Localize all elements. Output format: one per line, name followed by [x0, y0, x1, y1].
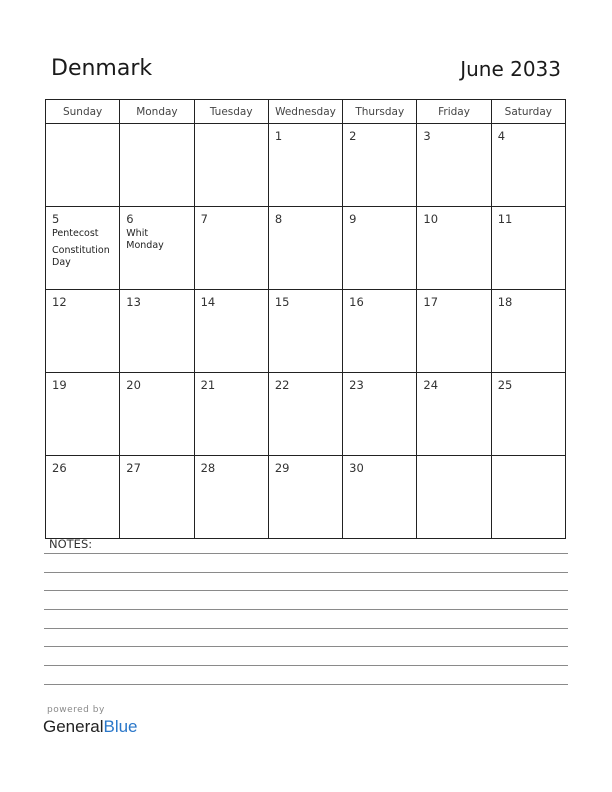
note-line	[44, 553, 568, 554]
day-cell	[343, 456, 417, 539]
day-number: 3	[423, 129, 431, 143]
day-number: 1	[274, 129, 283, 143]
day-cell	[417, 290, 491, 373]
powered-by-label: powered by	[47, 705, 105, 715]
day-number: 25	[497, 378, 513, 392]
weekday-header: Friday	[417, 100, 491, 124]
day-cell	[417, 456, 491, 539]
day-number: 13	[126, 295, 141, 309]
note-line	[44, 628, 568, 629]
day-number: 9	[349, 212, 357, 226]
day-cell	[268, 373, 342, 456]
day-cell	[343, 124, 417, 207]
day-number: 2	[349, 129, 357, 143]
day-number: 6	[126, 212, 134, 226]
week-row	[46, 290, 566, 373]
day-cell	[194, 456, 268, 539]
day-number: 14	[200, 295, 216, 309]
brand-blue-text: Blue	[103, 717, 138, 736]
day-number: 8	[274, 212, 283, 226]
day-cell	[194, 207, 268, 290]
day-number: 11	[497, 212, 513, 226]
week-row	[46, 456, 566, 539]
day-cell	[491, 290, 565, 373]
day-cell	[343, 373, 417, 456]
weekday-header: Tuesday	[194, 100, 268, 124]
day-cell	[417, 124, 491, 207]
brand-general-text: General	[43, 717, 104, 736]
day-cell	[491, 456, 565, 539]
day-number: 21	[200, 378, 216, 392]
day-cell	[491, 373, 565, 456]
day-number: 24	[423, 378, 439, 392]
day-number: 29	[274, 461, 290, 475]
day-cell	[417, 207, 491, 290]
week-row	[46, 207, 566, 290]
day-number: 23	[349, 378, 364, 392]
holiday-label: Pentecost	[52, 228, 99, 239]
day-cell	[120, 456, 194, 539]
day-cell	[268, 124, 342, 207]
weekday-header: Sunday	[46, 100, 120, 124]
day-cell	[46, 290, 120, 373]
generalblue-logo[interactable]	[43, 717, 138, 737]
note-line	[44, 646, 568, 647]
holiday-label: Whit Monday	[126, 228, 164, 251]
week-row	[46, 124, 566, 207]
day-cell	[194, 373, 268, 456]
weekday-header: Monday	[120, 100, 194, 124]
day-number: 27	[126, 461, 141, 475]
note-line	[44, 609, 568, 610]
holiday-label: Constitution Day	[52, 245, 110, 268]
weekday-header: Thursday	[343, 100, 417, 124]
notes-label: NOTES:	[49, 537, 93, 551]
day-cell	[491, 124, 565, 207]
day-cell	[46, 373, 120, 456]
day-number: 26	[52, 461, 67, 475]
day-cell	[417, 373, 491, 456]
day-cell	[491, 207, 565, 290]
day-cell	[120, 207, 194, 290]
day-cell	[268, 290, 342, 373]
day-number: 18	[497, 295, 513, 309]
weekday-header-row	[46, 100, 566, 124]
day-number: 5	[52, 212, 60, 226]
month-year-title: June 2033	[460, 57, 561, 81]
day-cell	[268, 456, 342, 539]
day-cell	[194, 290, 268, 373]
day-number: 15	[274, 295, 290, 309]
day-cell	[46, 456, 120, 539]
calendar-grid	[45, 99, 566, 539]
day-cell	[120, 124, 194, 207]
day-number: 4	[497, 129, 506, 143]
weekday-header: Saturday	[491, 100, 565, 124]
day-cell	[120, 373, 194, 456]
week-row	[46, 373, 566, 456]
day-number: 22	[274, 378, 290, 392]
day-cell	[120, 290, 194, 373]
day-number: 16	[349, 295, 364, 309]
day-number: 19	[52, 378, 67, 392]
day-cell	[194, 124, 268, 207]
day-number: 7	[200, 212, 208, 226]
day-cell	[46, 207, 120, 290]
day-number: 28	[200, 461, 216, 475]
note-line	[44, 572, 568, 573]
day-number: 12	[52, 295, 67, 309]
weekday-header: Wednesday	[268, 100, 342, 124]
day-cell	[343, 207, 417, 290]
day-number: 10	[423, 212, 439, 226]
day-cell	[343, 290, 417, 373]
day-number: 17	[423, 295, 439, 309]
note-line	[44, 590, 568, 591]
note-line	[44, 684, 568, 685]
note-line	[44, 665, 568, 666]
day-cell	[46, 124, 120, 207]
day-number: 30	[349, 461, 364, 475]
country-title: Denmark	[51, 56, 153, 81]
day-number: 20	[126, 378, 141, 392]
day-cell	[268, 207, 342, 290]
